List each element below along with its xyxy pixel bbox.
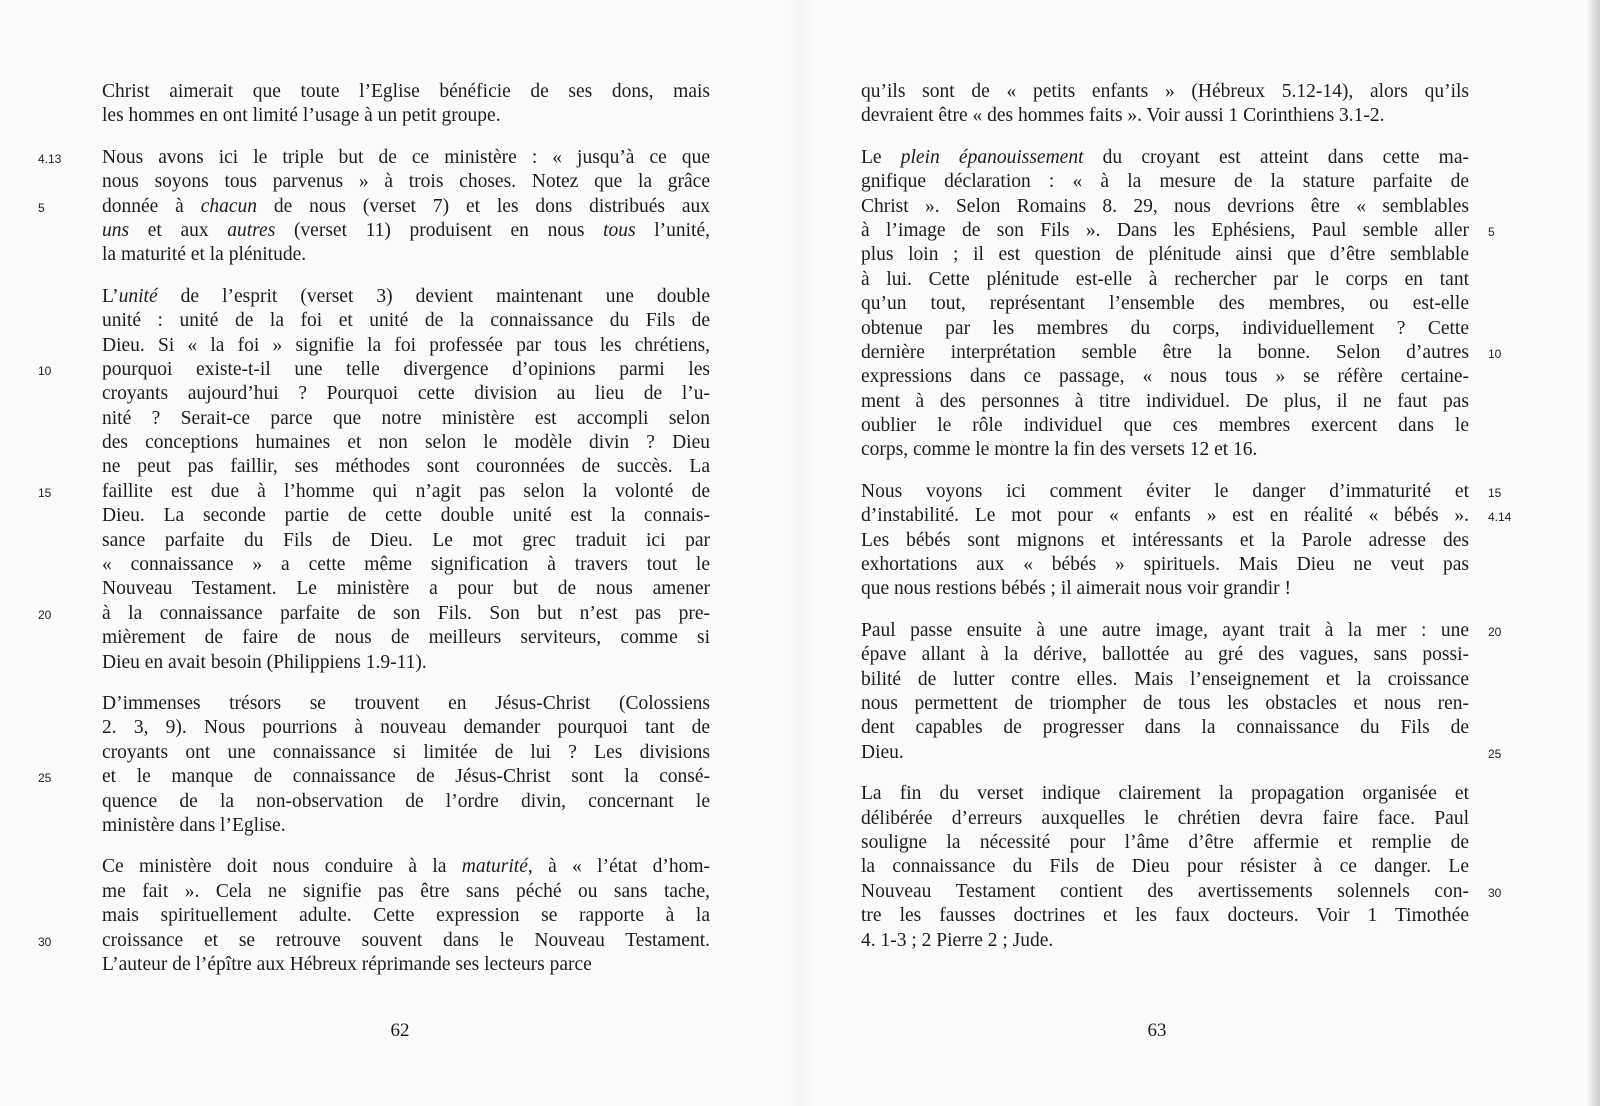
text-line: sance parfaite du Fils de Dieu. Le mot grec traduit ici par [102,529,710,551]
text-line: plus loin ; il est question de plénitude ainsi que d’être semblable [861,244,1469,266]
text-line: croyants ont une connaissance si limitée de lui ? Les divisions [102,741,710,763]
text-line: croissance et se retrouve souvent dans le Nouveau Testament. [102,929,710,951]
text-line: la connaissance du Fils de Dieu pour résister à ce danger. Le [861,856,1469,878]
text-line: la maturité et la plénitude. [102,244,307,266]
margin-line-number: 4.13 [38,151,62,166]
text-line: unité : unité de la foi et unité de la connaissance du Fils de [102,310,710,332]
text-line: Ce ministère doit nous conduire à la maturité, à « l’état d’hom- [102,856,710,878]
text-line: qu’ils sont de « petits enfants » (Hébreux 5.12-14), alors qu’ils [861,81,1469,102]
text-line: expressions dans ce passage, « nous tous » se réfère certaine- [861,366,1469,388]
left-page-text [102,80,710,994]
margin-line-number: 5 [38,200,45,215]
text-line: souligne la nécessité pour l’âme d’être affermie et remplie de [861,831,1469,853]
text-line: ne peut pas faillir, ses méthodes sont couronnées de succès. La [102,456,710,478]
text-line: et le manque de connaissance de Jésus-Christ sont la consé- [102,766,710,788]
text-line: nous soyons tous parvenus » à trois choses. Notez que la grâce [102,171,710,193]
text-line: Paul passe ensuite à une autre image, ayant trait à la mer : une [861,619,1469,641]
text-line: Dieu. Si « la foi » signifie la foi professée par tous les chrétiens, [102,334,710,356]
text-line: 4. 1-3 ; 2 Pierre 2 ; Jude. [861,929,1054,951]
margin-line-number: 5 [1488,225,1495,239]
text-line: Christ ». Selon Romains 8. 29, nous devrions être « semblables [861,195,1469,217]
margin-line-number: 10 [1488,347,1502,361]
paragraph [861,146,1469,463]
text-line: à la connaissance parfaite de son Fils. Son but n’est pas pre- [102,602,710,624]
text-line: les hommes en ont limité l’usage à un petit groupe. [102,105,501,127]
text-line: tre les fausses doctrines et les faux docteurs. Voir 1 Timothée [861,905,1469,927]
text-line: dernière interprétation semble être la bonne. Selon d’autres [861,341,1469,363]
text-line: mais spirituellement adulte. Cette expression se rapporte à la [102,905,710,927]
margin-line-number: 25 [1488,747,1502,761]
text-line: Les bébés sont mignons et intéressants et la Parole adresse des [861,529,1469,551]
text-line: des conceptions humaines et non selon le modèle divin ? Dieu [102,432,710,454]
paragraph [102,146,710,268]
text-line: quence de la non-observation de l’ordre divin, concernant le [102,790,710,812]
margin-line-number: 15 [38,486,52,500]
text-line: D’immenses trésors se trouvent en Jésus-Christ (Colossiens [102,692,710,714]
text-line: La fin du verset indique clairement la propagation organisée et [861,783,1469,805]
text-line: Le plein épanouissement du croyant est atteint dans cette ma- [861,146,1469,168]
text-line: épave allant à la dérive, ballottée au gré des vagues, sans possi- [861,644,1469,666]
paragraph [861,619,1469,765]
text-line: oublier le rôle individuel que ces membres exercent dans le [861,415,1469,437]
paragraph [102,285,710,675]
paragraph [102,855,710,977]
text-line: Dieu. La seconde partie de cette double unité est la connais- [102,505,710,527]
text-line: corps, comme le montre la fin des versets 12 et 16. [861,439,1258,461]
text-line: gnifique déclaration : « à la mesure de la stature parfaite de [861,171,1469,193]
margin-line-number: 10 [38,364,52,378]
margin-line-number: 20 [38,608,52,622]
margin-line-number: 25 [38,771,52,786]
text-line: Dieu. [861,741,904,763]
text-line: Dieu en avait besoin (Philippiens 1.9-11). [102,651,427,673]
text-line: nité ? Serait-ce parce que notre ministère est accompli selon [102,407,710,429]
text-line: pourquoi existe-t-il une telle divergence d’opinions parmi les [102,358,710,380]
text-line: dent capables de progresser dans la connaissance du Fils de [861,717,1469,739]
text-line: Nouveau Testament contient des avertissements solennels con- [861,880,1469,902]
right-page-text [861,80,1469,970]
text-line: me fait ». Cela ne signifie pas être sans péché ou sans tache, [102,880,710,902]
text-line: nous permettent de triompher de tous les obstacles et nous ren- [861,692,1469,714]
text-line: à lui. Cette plénitude est-elle à rechercher par le corps en tant [861,268,1469,290]
margin-line-number: 30 [38,934,52,949]
text-line: « connaissance » a cette même signification à travers tout le [102,554,710,576]
text-line: délibérée d’erreurs auxquelles le chrétien devra faire face. Paul [861,807,1469,829]
text-line: Nous avons ici le triple but de ce ministère : « jusqu’à ce que [102,146,710,168]
paragraph [861,480,1469,602]
text-line: faillite est due à l’homme qui n’agit pas selon la volonté de [102,480,710,502]
text-line: donnée à chacun de nous (verset 7) et les dons distribués aux [102,195,710,217]
text-line: L’unité de l’esprit (verset 3) devient maintenant une double [102,285,710,307]
text-line: qu’un tout, représentant l’ensemble des membres, ou est-elle [861,293,1469,315]
margin-line-number: 15 [1488,486,1502,500]
margin-line-number: 20 [1488,625,1502,639]
text-line: que nous restions bébés ; il aimerait nous voir grandir ! [861,578,1291,600]
margin-line-number: 4.14 [1488,510,1512,525]
text-line: devraient être « des hommes faits ». Voir aussi 1 Corinthiens 3.1-2. [861,105,1385,127]
text-line: mièrement de faire de nous de meilleurs serviteurs, comme si [102,627,710,649]
page-edge-shadow [1586,0,1600,1106]
text-line: L’auteur de l’épître aux Hébreux réprimande ses lecteurs parce [102,953,592,975]
right-page-number: 63 [1147,1020,1167,1041]
book-gutter [790,0,812,1106]
paragraph [861,80,1469,129]
text-line: bilité de lutter contre elles. Mais l’enseignement et la croissance [861,668,1469,690]
text-line: d’instabilité. Le mot pour « enfants » est en réalité « bébés ». [861,505,1469,527]
paragraph [102,692,710,838]
text-line: à l’image de son Fils ». Dans les Ephésiens, Paul semble aller [861,219,1469,241]
paragraph [102,80,710,129]
text-line: 2. 3, 9). Nous pourrions à nouveau demander pourquoi tant de [102,717,710,739]
text-line: Nous voyons ici comment éviter le danger d’immaturité et [861,480,1469,502]
margin-line-number: 30 [1488,886,1502,900]
text-line: ministère dans l’Eglise. [102,814,286,836]
right-page [800,0,1600,1106]
text-line: uns et aux autres (verset 11) produisent en nous tous l’unité, [102,219,711,241]
text-line: exhortations aux « bébés » spirituels. Mais Dieu ne veut pas [861,554,1469,576]
text-line: ment à des personnes à titre individuel. De plus, il ne faut pas [861,390,1469,412]
text-line: croyants aujourd’hui ? Pourquoi cette division au lieu de l’u- [102,383,710,405]
left-page-number: 62 [390,1020,410,1041]
text-line: obtenue par les membres du corps, individuellement ? Cette [861,317,1469,339]
text-line: Christ aimerait que toute l’Eglise bénéficie de ses dons, mais [102,81,710,102]
paragraph [861,782,1469,953]
text-line: Nouveau Testament. Le ministère a pour but de nous amener [102,578,710,600]
